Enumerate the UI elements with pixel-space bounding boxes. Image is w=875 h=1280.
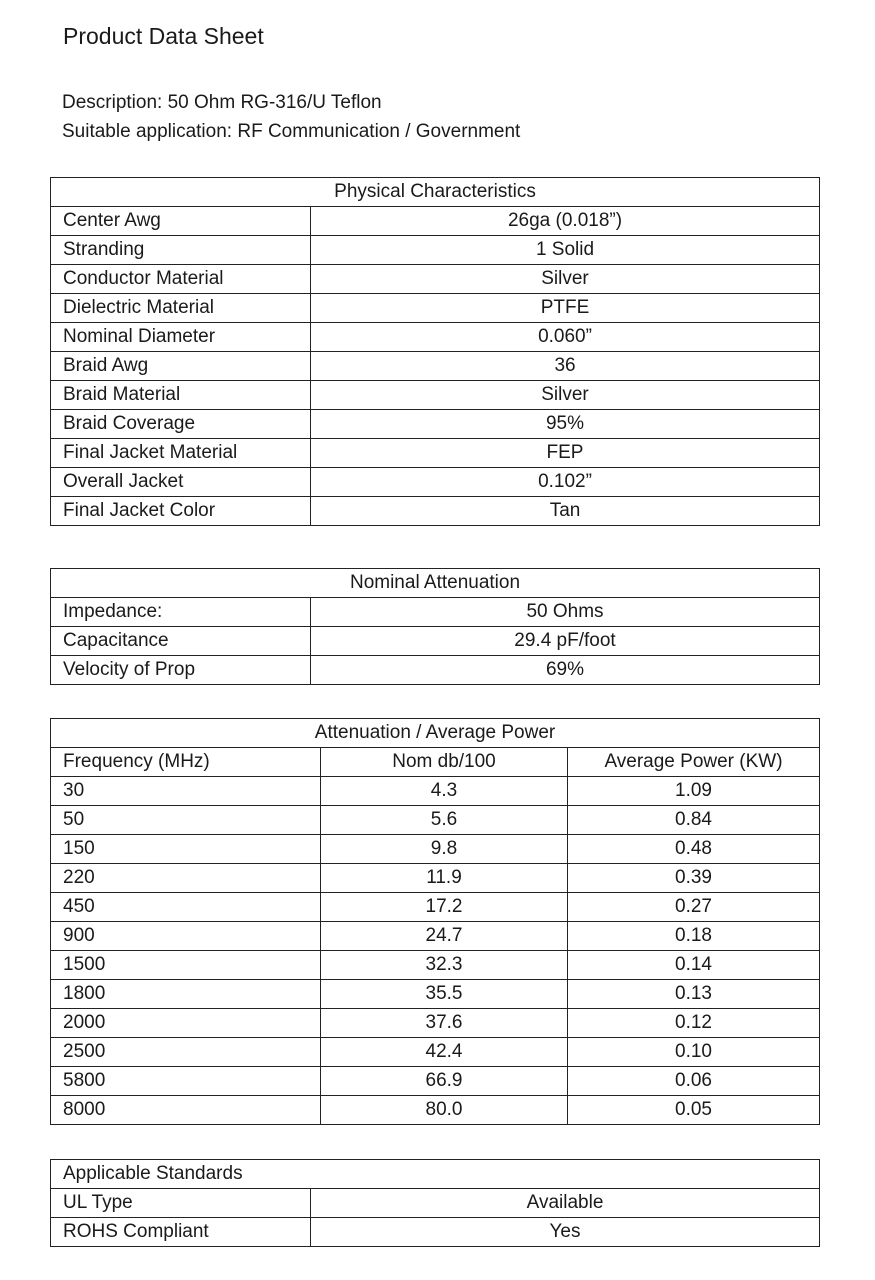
- frequency-cell: 1500: [51, 951, 321, 980]
- row-value: 36: [311, 352, 820, 381]
- row-value: Silver: [311, 381, 820, 410]
- nom-db-cell: 32.3: [321, 951, 568, 980]
- row-label: Stranding: [51, 236, 311, 265]
- application-line: Suitable application: RF Communication / Government: [62, 121, 521, 142]
- table-row: [51, 1067, 820, 1096]
- row-value: PTFE: [311, 294, 820, 323]
- table-row: [51, 806, 820, 835]
- row-label: Velocity of Prop: [51, 656, 311, 685]
- nom-db-cell: 24.7: [321, 922, 568, 951]
- row-label: Braid Coverage: [51, 410, 311, 439]
- power-cell: 0.27: [568, 893, 820, 922]
- column-header-average-power: Average Power (KW): [568, 748, 820, 777]
- nominal-heading-row: [51, 569, 820, 598]
- row-value: 29.4 pF/foot: [311, 627, 820, 656]
- physical-characteristics-table: [50, 177, 820, 526]
- physical-heading: Physical Characteristics: [51, 178, 820, 207]
- row-label: Braid Awg: [51, 352, 311, 381]
- table-row: [51, 381, 820, 410]
- table-row: [51, 951, 820, 980]
- table-row: [51, 497, 820, 526]
- column-header-row: [51, 748, 820, 777]
- row-label: Impedance:: [51, 598, 311, 627]
- table-row: [51, 323, 820, 352]
- frequency-cell: 8000: [51, 1096, 321, 1125]
- table-row: [51, 656, 820, 685]
- nom-db-cell: 35.5: [321, 980, 568, 1009]
- table-row: [51, 294, 820, 323]
- power-cell: 0.14: [568, 951, 820, 980]
- frequency-cell: 1800: [51, 980, 321, 1009]
- power-cell: 0.05: [568, 1096, 820, 1125]
- nom-db-cell: 42.4: [321, 1038, 568, 1067]
- nom-db-cell: 5.6: [321, 806, 568, 835]
- row-value: Yes: [311, 1218, 820, 1247]
- row-value: FEP: [311, 439, 820, 468]
- physical-characteristics-body: [51, 178, 820, 526]
- frequency-cell: 5800: [51, 1067, 321, 1096]
- power-cell: 0.48: [568, 835, 820, 864]
- row-label: Final Jacket Color: [51, 497, 311, 526]
- table-row: [51, 1189, 820, 1218]
- row-label: Capacitance: [51, 627, 311, 656]
- row-label: Overall Jacket: [51, 468, 311, 497]
- table-row: [51, 1096, 820, 1125]
- nom-db-cell: 11.9: [321, 864, 568, 893]
- power-cell: 0.18: [568, 922, 820, 951]
- row-label: Final Jacket Material: [51, 439, 311, 468]
- standards-heading-row: [51, 1160, 820, 1189]
- row-label: Dielectric Material: [51, 294, 311, 323]
- table-row: [51, 922, 820, 951]
- power-cell: 0.39: [568, 864, 820, 893]
- power-cell: 0.06: [568, 1067, 820, 1096]
- table-row: [51, 410, 820, 439]
- table-row: [51, 980, 820, 1009]
- nom-db-cell: 4.3: [321, 777, 568, 806]
- row-value: 95%: [311, 410, 820, 439]
- frequency-cell: 50: [51, 806, 321, 835]
- row-value: Available: [311, 1189, 820, 1218]
- nominal-attenuation-table: [50, 568, 820, 685]
- applicable-standards-table: [50, 1159, 820, 1247]
- table-row: [51, 1218, 820, 1247]
- table-row: [51, 864, 820, 893]
- frequency-cell: 900: [51, 922, 321, 951]
- description-block: [62, 88, 520, 146]
- frequency-cell: 150: [51, 835, 321, 864]
- attenuation-heading: Attenuation / Average Power: [51, 719, 820, 748]
- row-value: Tan: [311, 497, 820, 526]
- row-value: 0.060”: [311, 323, 820, 352]
- nominal-attenuation-body: [51, 569, 820, 685]
- table-row: [51, 1009, 820, 1038]
- table-row: [51, 468, 820, 497]
- nom-db-cell: 66.9: [321, 1067, 568, 1096]
- frequency-cell: 30: [51, 777, 321, 806]
- physical-heading-row: [51, 178, 820, 207]
- table-row: [51, 835, 820, 864]
- row-value: 26ga (0.018”): [311, 207, 820, 236]
- table-row: [51, 236, 820, 265]
- table-row: [51, 265, 820, 294]
- description-line: Description: 50 Ohm RG-316/U Teflon: [62, 92, 382, 113]
- row-value: 0.102”: [311, 468, 820, 497]
- table-row: [51, 598, 820, 627]
- attenuation-heading-row: [51, 719, 820, 748]
- attenuation-power-body: [51, 719, 820, 1125]
- table-row: [51, 352, 820, 381]
- power-cell: 1.09: [568, 777, 820, 806]
- table-row: [51, 207, 820, 236]
- frequency-cell: 450: [51, 893, 321, 922]
- nom-db-cell: 17.2: [321, 893, 568, 922]
- row-label: Nominal Diameter: [51, 323, 311, 352]
- table-row: [51, 1038, 820, 1067]
- nominal-heading: Nominal Attenuation: [51, 569, 820, 598]
- table-row: [51, 893, 820, 922]
- frequency-cell: 2000: [51, 1009, 321, 1038]
- column-header-nom-db: Nom db/100: [321, 748, 568, 777]
- nom-db-cell: 37.6: [321, 1009, 568, 1038]
- row-label: ROHS Compliant: [51, 1218, 311, 1247]
- row-value: 1 Solid: [311, 236, 820, 265]
- attenuation-power-table: [50, 718, 820, 1125]
- column-header-frequency: Frequency (MHz): [51, 748, 321, 777]
- frequency-cell: 220: [51, 864, 321, 893]
- power-cell: 0.10: [568, 1038, 820, 1067]
- page-title: Product Data Sheet: [63, 23, 264, 49]
- row-value: 50 Ohms: [311, 598, 820, 627]
- nom-db-cell: 80.0: [321, 1096, 568, 1125]
- row-label: UL Type: [51, 1189, 311, 1218]
- row-label: Center Awg: [51, 207, 311, 236]
- power-cell: 0.84: [568, 806, 820, 835]
- table-row: [51, 777, 820, 806]
- table-row: [51, 439, 820, 468]
- nom-db-cell: 9.8: [321, 835, 568, 864]
- row-value: Silver: [311, 265, 820, 294]
- table-row: [51, 627, 820, 656]
- power-cell: 0.12: [568, 1009, 820, 1038]
- frequency-cell: 2500: [51, 1038, 321, 1067]
- row-label: Braid Material: [51, 381, 311, 410]
- applicable-standards-body: [51, 1160, 820, 1247]
- row-value: 69%: [311, 656, 820, 685]
- row-label: Conductor Material: [51, 265, 311, 294]
- standards-heading: Applicable Standards: [51, 1160, 820, 1189]
- power-cell: 0.13: [568, 980, 820, 1009]
